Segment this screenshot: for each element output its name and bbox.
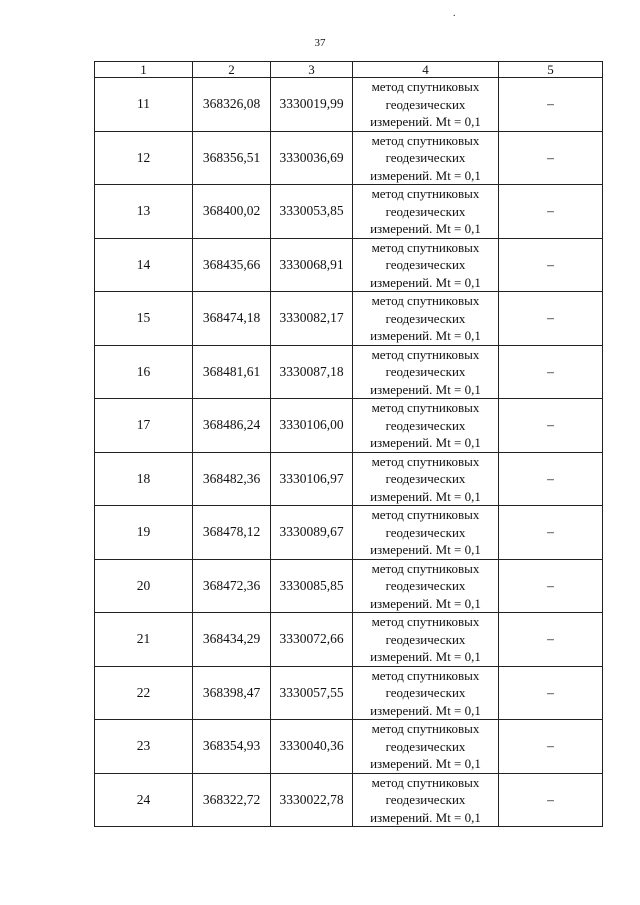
method-line: метод спутниковых bbox=[371, 346, 480, 362]
method-line: измерений. Mt = 0,1 bbox=[370, 221, 481, 236]
note-cell: – bbox=[499, 666, 603, 720]
x-coordinate-cell: 368478,12 bbox=[193, 506, 271, 560]
method-line: метод спутниковых bbox=[371, 186, 480, 201]
method-line: измерений. Mt = 0,1 bbox=[370, 328, 481, 343]
table-row bbox=[95, 720, 603, 774]
x-coordinate-cell: 368398,47 bbox=[193, 666, 271, 720]
method-line: геодезических bbox=[385, 203, 466, 219]
table-row bbox=[95, 452, 603, 506]
method-cell bbox=[353, 399, 499, 453]
method-line: геодезических bbox=[385, 631, 466, 647]
method-line: геодезических bbox=[385, 257, 466, 272]
table-row bbox=[95, 506, 603, 560]
method-line: измерений. Mt = 0,1 bbox=[370, 167, 481, 183]
method-line: метод спутниковых bbox=[371, 79, 480, 94]
x-coordinate-cell: 368322,72 bbox=[193, 773, 271, 827]
header-row bbox=[95, 62, 603, 78]
method-line: измерений. Mt = 0,1 bbox=[370, 114, 481, 129]
point-number-cell: 11 bbox=[95, 78, 193, 132]
point-number-cell: 20 bbox=[95, 559, 193, 613]
method-line: метод спутниковых bbox=[371, 667, 480, 683]
y-coordinate-cell: 3330068,91 bbox=[271, 238, 353, 292]
method-line: измерений. Mt = 0,1 bbox=[370, 595, 481, 611]
note-cell: – bbox=[499, 292, 603, 346]
table-row bbox=[95, 131, 603, 185]
method-line: геодезических bbox=[385, 150, 466, 165]
method-cell bbox=[353, 506, 499, 560]
y-coordinate-cell: 3330057,55 bbox=[271, 666, 353, 720]
method-line: метод спутниковых bbox=[371, 721, 480, 736]
table-row bbox=[95, 613, 603, 667]
method-line: метод спутниковых bbox=[371, 293, 480, 308]
note-cell: – bbox=[499, 78, 603, 132]
method-cell bbox=[353, 131, 499, 185]
note-cell: – bbox=[499, 559, 603, 613]
method-line: метод спутниковых bbox=[371, 614, 480, 629]
method-line: измерений. Mt = 0,1 bbox=[370, 542, 481, 557]
note-cell: – bbox=[499, 506, 603, 560]
y-coordinate-cell: 3330072,66 bbox=[271, 613, 353, 667]
method-line: геодезических bbox=[385, 685, 466, 700]
header-col-5: 5 bbox=[499, 62, 603, 78]
method-cell bbox=[353, 452, 499, 506]
method-line: измерений. Mt = 0,1 bbox=[370, 756, 481, 771]
point-number-cell: 23 bbox=[95, 720, 193, 774]
x-coordinate-cell: 368482,36 bbox=[193, 452, 271, 506]
note-cell: – bbox=[499, 238, 603, 292]
method-cell bbox=[353, 345, 499, 399]
method-cell bbox=[353, 78, 499, 132]
table-row bbox=[95, 666, 603, 720]
y-coordinate-cell: 3330022,78 bbox=[271, 773, 353, 827]
method-cell bbox=[353, 720, 499, 774]
table-row bbox=[95, 185, 603, 239]
x-coordinate-cell: 368400,02 bbox=[193, 185, 271, 239]
table-row bbox=[95, 399, 603, 453]
point-number-cell: 16 bbox=[95, 345, 193, 399]
method-cell bbox=[353, 613, 499, 667]
note-cell: – bbox=[499, 613, 603, 667]
note-cell: – bbox=[499, 773, 603, 827]
coordinates-table bbox=[94, 61, 603, 827]
point-number-cell: 19 bbox=[95, 506, 193, 560]
method-line: метод спутниковых bbox=[371, 132, 480, 148]
method-cell bbox=[353, 559, 499, 613]
method-line: измерений. Mt = 0,1 bbox=[370, 381, 481, 397]
note-cell: – bbox=[499, 131, 603, 185]
method-line: измерений. Mt = 0,1 bbox=[370, 435, 481, 450]
method-line: геодезических bbox=[385, 524, 466, 540]
y-coordinate-cell: 3330082,17 bbox=[271, 292, 353, 346]
note-cell: – bbox=[499, 345, 603, 399]
method-line: измерений. Mt = 0,1 bbox=[370, 649, 481, 664]
x-coordinate-cell: 368481,61 bbox=[193, 345, 271, 399]
x-coordinate-cell: 368486,24 bbox=[193, 399, 271, 453]
x-coordinate-cell: 368435,66 bbox=[193, 238, 271, 292]
header-col-1: 1 bbox=[95, 62, 193, 78]
method-line: геодезических bbox=[385, 792, 466, 807]
method-line: метод спутниковых bbox=[371, 507, 480, 522]
method-line: геодезических bbox=[385, 96, 466, 112]
method-cell bbox=[353, 238, 499, 292]
y-coordinate-cell: 3330087,18 bbox=[271, 345, 353, 399]
x-coordinate-cell: 368434,29 bbox=[193, 613, 271, 667]
point-number-cell: 14 bbox=[95, 238, 193, 292]
method-line: геодезических bbox=[385, 417, 466, 433]
y-coordinate-cell: 3330053,85 bbox=[271, 185, 353, 239]
point-number-cell: 13 bbox=[95, 185, 193, 239]
note-cell: – bbox=[499, 452, 603, 506]
table-row bbox=[95, 773, 603, 827]
method-line: геодезических bbox=[385, 310, 466, 326]
point-number-cell: 21 bbox=[95, 613, 193, 667]
stray-mark: . bbox=[453, 8, 456, 19]
x-coordinate-cell: 368472,36 bbox=[193, 559, 271, 613]
method-line: метод спутниковых bbox=[371, 560, 480, 576]
method-line: метод спутниковых bbox=[371, 239, 480, 255]
point-number-cell: 24 bbox=[95, 773, 193, 827]
page-number: 37 bbox=[314, 37, 326, 49]
x-coordinate-cell: 368326,08 bbox=[193, 78, 271, 132]
method-line: измерений. Mt = 0,1 bbox=[370, 702, 481, 718]
table-row bbox=[95, 292, 603, 346]
y-coordinate-cell: 3330085,85 bbox=[271, 559, 353, 613]
point-number-cell: 22 bbox=[95, 666, 193, 720]
y-coordinate-cell: 3330036,69 bbox=[271, 131, 353, 185]
table-row bbox=[95, 238, 603, 292]
method-line: метод спутниковых bbox=[371, 453, 480, 469]
method-line: метод спутниковых bbox=[371, 400, 480, 415]
header-col-2: 2 bbox=[193, 62, 271, 78]
note-cell: – bbox=[499, 720, 603, 774]
method-line: геодезических bbox=[385, 578, 466, 593]
table-body bbox=[95, 78, 603, 827]
method-cell bbox=[353, 666, 499, 720]
note-cell: – bbox=[499, 399, 603, 453]
y-coordinate-cell: 3330089,67 bbox=[271, 506, 353, 560]
method-cell bbox=[353, 185, 499, 239]
x-coordinate-cell: 368474,18 bbox=[193, 292, 271, 346]
x-coordinate-cell: 368354,93 bbox=[193, 720, 271, 774]
method-line: метод спутниковых bbox=[371, 774, 480, 790]
method-line: измерений. Mt = 0,1 bbox=[370, 274, 481, 290]
method-line: измерений. Mt = 0,1 bbox=[370, 809, 481, 825]
header-col-3: 3 bbox=[271, 62, 353, 78]
point-number-cell: 17 bbox=[95, 399, 193, 453]
point-number-cell: 15 bbox=[95, 292, 193, 346]
method-line: геодезических bbox=[385, 738, 466, 754]
table-row bbox=[95, 78, 603, 132]
y-coordinate-cell: 3330106,97 bbox=[271, 452, 353, 506]
y-coordinate-cell: 3330019,99 bbox=[271, 78, 353, 132]
point-number-cell: 18 bbox=[95, 452, 193, 506]
method-line: измерений. Mt = 0,1 bbox=[370, 488, 481, 504]
table-row bbox=[95, 559, 603, 613]
method-line: геодезических bbox=[385, 471, 466, 486]
point-number-cell: 12 bbox=[95, 131, 193, 185]
y-coordinate-cell: 3330040,36 bbox=[271, 720, 353, 774]
method-cell bbox=[353, 773, 499, 827]
y-coordinate-cell: 3330106,00 bbox=[271, 399, 353, 453]
note-cell: – bbox=[499, 185, 603, 239]
table-row bbox=[95, 345, 603, 399]
method-line: геодезических bbox=[385, 364, 466, 379]
header-col-4: 4 bbox=[353, 62, 499, 78]
x-coordinate-cell: 368356,51 bbox=[193, 131, 271, 185]
method-cell bbox=[353, 292, 499, 346]
